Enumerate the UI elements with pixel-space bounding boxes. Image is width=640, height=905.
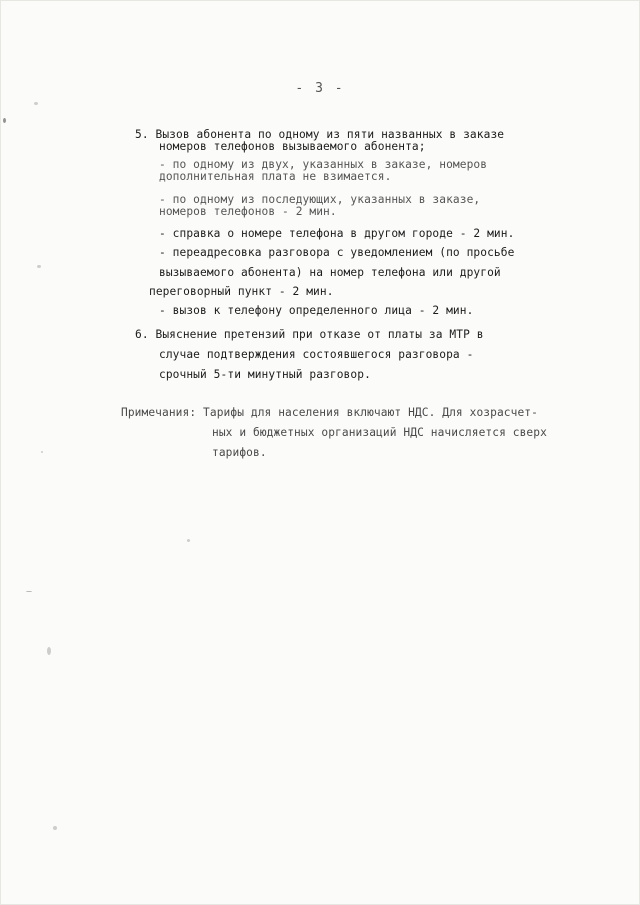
item-5-sub-2-line-2: номеров телефонов - 2 мин. — [159, 205, 337, 218]
item-5-sub-4-line-3: переговорный пункт - 2 мин. — [149, 285, 334, 298]
scan-speck — [53, 826, 57, 830]
note-line-3: тарифов. — [212, 446, 267, 459]
item-5-sub-4-line-2: вызываемого абонента) на номер телефона или другой — [159, 266, 501, 279]
item-5-sub-2-line-1: - по одному из последующих, указанных в заказе, — [159, 193, 481, 206]
item-5-sub-5: - вызов к телефону определенного лица - 2 мин. — [159, 304, 474, 317]
item-5-sub-1-line-1: - по одному из двух, указанных в заказе, номеров — [159, 158, 488, 171]
page-number: - 3 - — [295, 81, 345, 96]
item-6-line-1: 6. Выяснение претензий при отказе от платы за МТР в — [135, 328, 484, 341]
scan-speck — [187, 539, 190, 542]
scan-speck — [37, 265, 41, 268]
scan-speck — [3, 118, 6, 123]
item-5-sub-1-line-2: дополнительная плата не взимается. — [159, 170, 392, 183]
item-6-line-2: случае подтверждения состоявшегося разговора - — [159, 348, 474, 361]
item-5-sub-4-line-1: - переадресовка разговора с уведомлением (по просьбе — [159, 246, 515, 259]
note-line-2: ных и бюджетных организаций НДС начисляется сверх — [212, 426, 547, 439]
scan-speck — [41, 451, 43, 453]
item-5-line-1: 5. Вызов абонента по одному из пяти названных в заказе — [135, 128, 505, 141]
item-5-sub-3: - справка о номере телефона в другом городе - 2 мин. — [159, 227, 515, 240]
scan-speck — [47, 647, 51, 655]
item-5-line-2: номеров телефонов вызываемого абонента; — [159, 140, 426, 153]
note-line-1: Примечания: Тарифы для населения включают НДС. Для хозрасчет- — [121, 406, 538, 419]
scan-speck — [26, 591, 32, 592]
item-6-line-3: срочный 5-ти минутный разговор. — [159, 368, 371, 381]
scan-speck — [34, 102, 38, 105]
